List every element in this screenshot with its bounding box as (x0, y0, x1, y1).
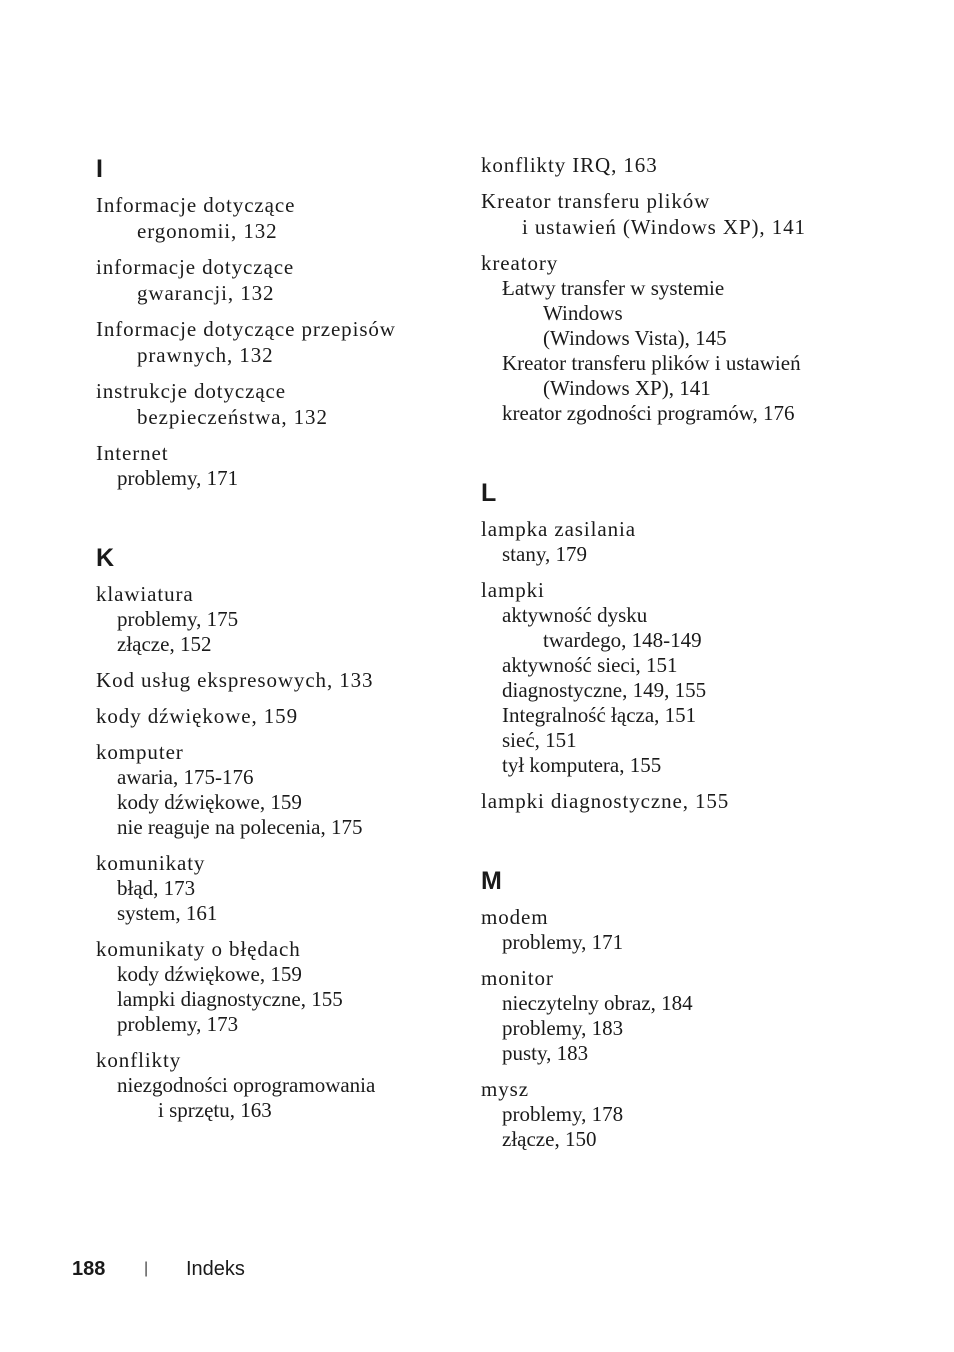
index-subterm: błąd, 173 (117, 876, 196, 900)
index-entry (96, 703, 466, 729)
index-subentry (481, 991, 851, 1016)
index-subentry (481, 653, 851, 678)
index-entry (481, 250, 851, 426)
index-term: lampka zasilania (481, 517, 636, 541)
index-subterm: problemy, 175 (117, 607, 239, 631)
index-subterm: problemy, 178 (502, 1102, 624, 1126)
index-term: konflikty (96, 1048, 182, 1072)
index-subentry (481, 401, 851, 426)
index-term: i ustawień (Windows XP), 141 (522, 215, 806, 239)
index-subterm: awaria, 175-176 (117, 765, 254, 789)
index-term: Informacje dotyczące przepisów (96, 317, 396, 341)
index-subterm: Łatwy transfer w systemie (502, 276, 725, 300)
index-entry (481, 516, 851, 567)
index-subterm: Windows (543, 301, 623, 325)
index-subterm: pusty, 183 (502, 1041, 589, 1065)
index-entry (96, 378, 466, 430)
index-subterm: sieć, 151 (502, 728, 577, 752)
index-subentry (96, 962, 466, 987)
section-letter: K (96, 544, 115, 572)
index-section (481, 476, 851, 814)
index-entry (96, 1047, 466, 1123)
index-subentry (481, 930, 851, 955)
index-entry (96, 850, 466, 926)
index-subterm: Integralność łącza, 151 (502, 703, 697, 727)
index-subterm: aktywność dysku (502, 603, 648, 627)
page-number: 188 (72, 1258, 106, 1280)
index-column-left (96, 152, 466, 1133)
index-entry (481, 1076, 851, 1152)
index-term: ergonomii, 132 (137, 219, 278, 243)
index-subterm: tył komputera, 155 (502, 753, 662, 777)
index-section (96, 541, 466, 1123)
index-subentry (96, 987, 466, 1012)
index-term: prawnych, 132 (137, 343, 274, 367)
index-term: lampki (481, 578, 545, 602)
index-entry (96, 254, 466, 306)
index-subentry (481, 276, 851, 351)
index-entry (481, 577, 851, 778)
index-subterm: stany, 179 (502, 542, 587, 566)
index-subentry (96, 1012, 466, 1037)
index-term: gwarancji, 132 (137, 281, 275, 305)
index-subentry (481, 351, 851, 401)
index-term: Kod usług ekspresowych, 133 (96, 668, 374, 692)
index-subentry (96, 765, 466, 790)
index-subentry (96, 1073, 466, 1123)
index-subentry (481, 1102, 851, 1127)
index-subterm: niezgodności oprogramowania (117, 1073, 376, 1097)
index-subentry (481, 1127, 851, 1152)
index-term: konflikty IRQ, 163 (481, 153, 658, 177)
footer-title: Indeks (186, 1258, 245, 1280)
index-subterm: złącze, 150 (502, 1127, 597, 1151)
index-entry (96, 316, 466, 368)
index-subterm: problemy, 171 (502, 930, 624, 954)
index-entry (481, 904, 851, 955)
index-subterm: diagnostyczne, 149, 155 (502, 678, 707, 702)
index-subterm: problemy, 173 (117, 1012, 239, 1036)
index-term: Kreator transferu plików (481, 189, 711, 213)
index-subterm: kody dźwiękowe, 159 (117, 962, 302, 986)
index-subterm: (Windows Vista), 145 (543, 326, 727, 350)
index-subterm: aktywność sieci, 151 (502, 653, 678, 677)
index-term: komunikaty o błędach (96, 937, 301, 961)
index-term: mysz (481, 1077, 529, 1101)
index-subentry (96, 901, 466, 926)
index-subterm: kreator zgodności programów, 176 (502, 401, 795, 425)
index-term: komputer (96, 740, 184, 764)
index-subterm: złącze, 152 (117, 632, 212, 656)
index-entry (96, 936, 466, 1037)
index-term: kody dźwiękowe, 159 (96, 704, 298, 728)
index-subentry (481, 703, 851, 728)
index-subentry (96, 815, 466, 840)
index-subentry (96, 607, 466, 632)
index-section (481, 864, 851, 1152)
index-entry (96, 667, 466, 693)
index-term: instrukcje dotyczące (96, 379, 286, 403)
index-column-right (481, 152, 851, 1162)
index-subterm: nieczytelny obraz, 184 (502, 991, 693, 1015)
index-term: informacje dotyczące (96, 255, 295, 279)
index-subterm: lampki diagnostyczne, 155 (117, 987, 343, 1011)
index-term: komunikaty (96, 851, 206, 875)
index-subterm: problemy, 171 (117, 466, 239, 490)
index-entry (96, 581, 466, 657)
index-entry (481, 188, 851, 240)
index-term: bezpieczeństwa, 132 (137, 405, 328, 429)
index-subentry (481, 753, 851, 778)
index-term: Informacje dotyczące (96, 193, 296, 217)
index-subterm: i sprzętu, 163 (158, 1098, 272, 1122)
index-subentry (481, 603, 851, 653)
index-section (96, 152, 466, 491)
index-subentry (96, 790, 466, 815)
index-entry (481, 788, 851, 814)
index-subentry (96, 466, 466, 491)
index-subentry (96, 876, 466, 901)
index-subentry (481, 728, 851, 753)
index-subentry (481, 542, 851, 567)
index-entry (96, 739, 466, 840)
index-subterm: Kreator transferu plików i ustawień (502, 351, 801, 375)
index-entry (96, 192, 466, 244)
index-term: modem (481, 905, 549, 929)
section-letter: M (481, 867, 502, 895)
index-entry (481, 965, 851, 1066)
index-entry (96, 440, 466, 491)
index-subentry (481, 678, 851, 703)
index-subterm: twardego, 148-149 (543, 628, 702, 652)
index-subterm: kody dźwiękowe, 159 (117, 790, 302, 814)
index-subentry (481, 1041, 851, 1066)
index-term: monitor (481, 966, 554, 990)
index-term: lampki diagnostyczne, 155 (481, 789, 730, 813)
index-section (481, 152, 851, 426)
index-entry (481, 152, 851, 178)
index-subentry (481, 1016, 851, 1041)
index-term: kreatory (481, 251, 559, 275)
index-term: klawiatura (96, 582, 194, 606)
index-subterm: system, 161 (117, 901, 218, 925)
index-subentry (96, 632, 466, 657)
footer-separator: | (144, 1260, 149, 1277)
index-subterm: (Windows XP), 141 (543, 376, 711, 400)
index-subterm: nie reaguje na polecenia, 175 (117, 815, 363, 839)
section-letter: L (481, 479, 497, 507)
index-subterm: problemy, 183 (502, 1016, 624, 1040)
section-letter: I (96, 155, 103, 183)
index-term: Internet (96, 441, 169, 465)
